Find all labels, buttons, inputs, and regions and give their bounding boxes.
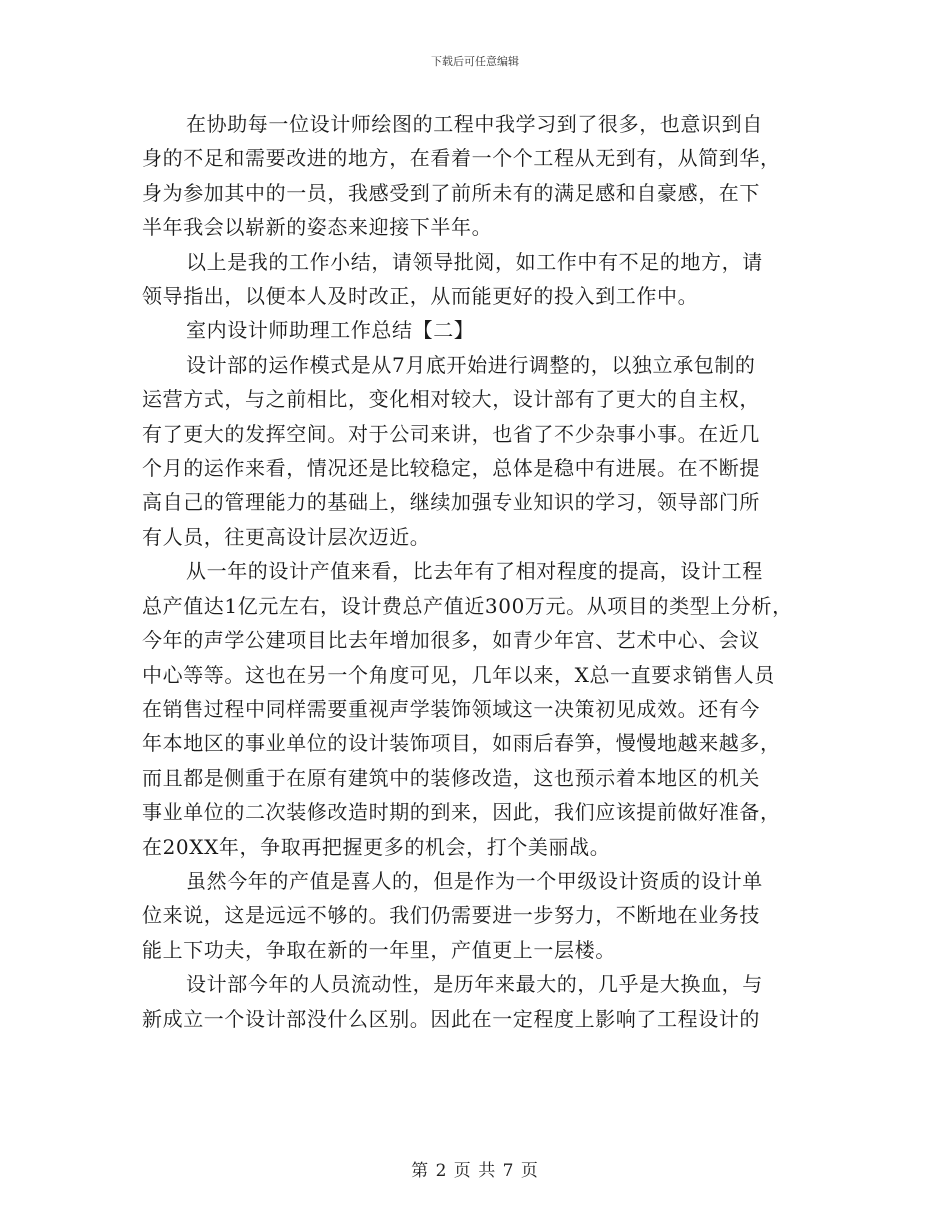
text-line: 身的不足和需要改进的地方，在看着一个个工程从无到有，从简到华，	[142, 146, 781, 171]
page-footer: 第 2 页 共 7 页	[411, 1161, 539, 1181]
paragraph-5	[142, 864, 822, 967]
text-line: 在销售过程中同样需要重视声学装饰领域这一决策初见成效。还有今	[142, 696, 760, 721]
section-heading	[142, 313, 822, 347]
text-line: 虽然今年的产值是喜人的，但是作为一个甲级设计资质的设计单	[186, 868, 763, 893]
text-line: 在协助每一位设计师绘图的工程中我学习到了很多，也意识到自	[186, 112, 763, 136]
paragraph-6	[142, 967, 822, 1036]
document-body	[142, 107, 822, 1036]
text-line: 半年我会以崭新的姿态来迎接下半年。	[142, 215, 493, 240]
text-line: 以上是我的工作小结，请领导批阅，如工作中有不足的地方，请	[186, 249, 763, 274]
text-line: 设计部的运作模式是从7月底开始进行调整的，以独立承包制的	[186, 352, 756, 377]
text-line: 年本地区的事业单位的设计装饰项目，如雨后春笋，慢慢地越来越多，	[142, 731, 781, 756]
text-line: 今年的声学公建项目比去年增加很多，如青少年宫、艺术中心、会议	[142, 628, 760, 653]
paragraph-1	[142, 107, 822, 245]
text-line: 个月的运作来看，情况还是比较稳定，总体是稳中有进展。在不断提	[142, 456, 760, 481]
text-line: 高自己的管理能力的基础上，继续加强专业知识的学习，领导部门所	[142, 490, 760, 515]
text-line: 在20XX年，争取再把握更多的机会，打个美丽战。	[142, 834, 611, 859]
text-line: 设计部今年的人员流动性，是历年来最大的，几乎是大换血，与	[186, 972, 763, 997]
text-line: 领导指出，以便本人及时改正，从而能更好的投入到工作中。	[142, 284, 699, 309]
text-line: 位来说，这是远远不够的。我们仍需要进一步努力，不断地在业务技	[142, 903, 760, 928]
paragraph-2	[142, 245, 822, 314]
page-header: 下载后可任意编辑	[431, 55, 519, 68]
text-line: 运营方式，与之前相比，变化相对较大，设计部有了更大的自主权，	[142, 387, 760, 412]
text-line: 能上下功夫，争取在新的一年里，产值更上一层楼。	[142, 937, 616, 962]
text-line: 有人员，往更高设计层次迈近。	[142, 524, 431, 549]
text-line: 中心等等。这也在另一个角度可见，几年以来，X总一直要求销售人员	[142, 662, 775, 687]
paragraph-4	[142, 554, 822, 864]
paragraph-3	[142, 348, 822, 554]
text-line: 而且都是侧重于在原有建筑中的装修改造，这也预示着本地区的机关	[142, 765, 760, 790]
text-line: 从一年的设计产值来看，比去年有了相对程度的提高，设计工程	[186, 559, 763, 584]
text-line: 有了更大的发挥空间。对于公司来讲，也省了不少杂事小事。在近几	[142, 421, 760, 446]
text-line: 事业单位的二次装修改造时期的到来，因此，我们应该提前做好准备，	[142, 800, 781, 825]
text-line: 新成立一个设计部没什么区别。因此在一定程度上影响了工程设计的	[142, 1006, 760, 1031]
text-line: 身为参加其中的一员，我感受到了前所未有的满足感和自豪感，在下	[142, 180, 760, 205]
section-heading-text: 室内设计师助理工作总结【二】	[186, 318, 475, 343]
text-line: 总产值达1亿元左右，设计费总产值近300万元。从项目的类型上分析，	[142, 593, 793, 618]
